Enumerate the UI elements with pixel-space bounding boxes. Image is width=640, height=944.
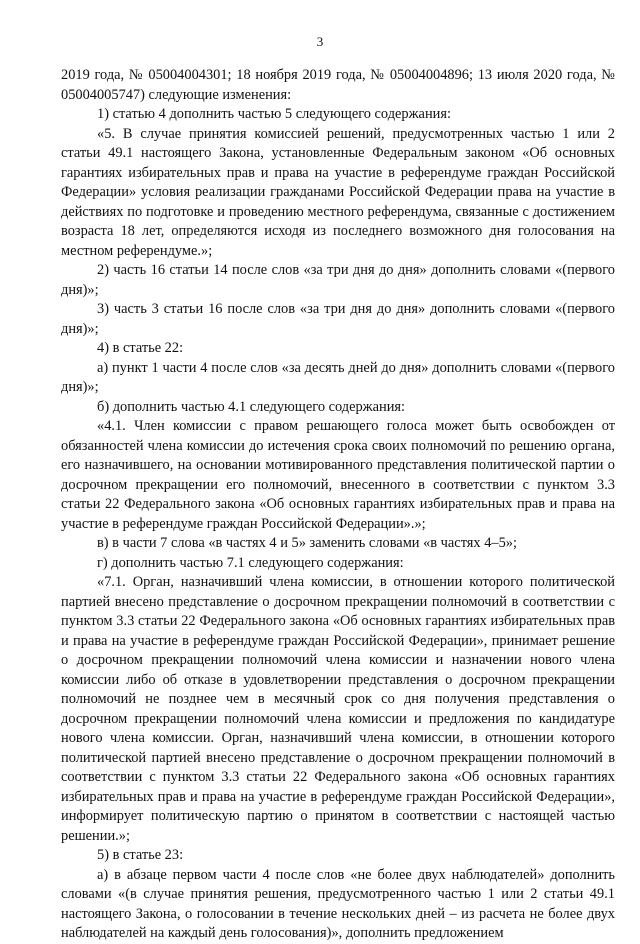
- paragraph-continuation: 2019 года, № 05004004301; 18 ноября 2019 года, № 05004004896; 13 июля 2020 года, № 05004005747) следующие изменения:: [61, 67, 615, 103]
- paragraph-quote-part-4-1: «4.1. Член комиссии с правом решающего голоса может быть освобожден от обязанностей члена комиссии до истечения срока своих полномочий по решению органа, его назначившего, на основании мотивированного представления политической партии о досрочном прекращении его полномочий, внесенного в соответствии с пунктом 3.3 статьи 22 Федерального закона «Об основных гарантиях избирательных прав и права на участие в референдуме граждан Российской Федерации».»;: [61, 418, 615, 532]
- paragraph-subitem-v: в) в части 7 слова «в частях 4 и 5» заменить словами «в частях 4–5»;: [97, 535, 517, 551]
- paragraph-item-2: 2) часть 16 статьи 14 после слов «за три дня до дня» дополнить словами «(первого дня)»;: [61, 262, 615, 298]
- page-number: 3: [316, 34, 324, 49]
- paragraph-item-3: 3) часть 3 статьи 16 после слов «за три дня до дня» дополнить словами «(первого дня)»;: [61, 301, 615, 337]
- paragraph-quote-part-7-1: «7.1. Орган, назначивший члена комиссии, в отношении которого политической партией внесено представление о досрочном прекращении полномочий в соответствии с пунктом 3.3 статьи 22 Федерального закона «Об основных гарантиях избирательных прав и права на участие в референдуме граждан Российской Федерации», принимает решение о досрочном прекращении полномочий члена комиссии и назначении нового члена комиссии либо об отказе в удовлетворении представления о досрочном прекращении полномочий не позднее чем в месячный срок со дня получения представления о досрочном прекращении полномочий члена комиссии и предложения по кандидатуре нового члена комиссии. Орган, назначивший члена комиссии, в отношении которого политической партией внесено представление о досрочном прекращении полномочий в соответствии с пунктом 3.3 статьи 22 Федерального закона «Об основных гарантиях избирательных прав и права на участие в референдуме граждан Российской Федерации», информирует политическую партию о принятом в соответствии с настоящей частью решении.»;: [61, 574, 615, 844]
- paragraph-subitem-g: г) дополнить частью 7.1 следующего содержания:: [97, 554, 404, 571]
- document-body: [61, 66, 615, 944]
- paragraph-quote-part-5: «5. В случае принятия комиссией решений, предусмотренных частью 1 или 2 статьи 49.1 настоящего Закона, установленные Федеральным законом «Об основных гарантиях избирательных прав и права на участие в референдуме граждан Российской Федерации» условия реализации гражданами Российской Федерации права на участие в действиях по подготовке и проведению местного референдума, связанные с достижением возраста 18 лет, определяются исходя из последнего возможного дня голосования на местном референдуме.»;: [61, 125, 615, 259]
- paragraph-item-5: 5) в статье 23:: [97, 847, 184, 863]
- paragraph-item-4: 4) в статье 22:: [97, 340, 184, 356]
- paragraph-item-1: 1) статью 4 дополнить частью 5 следующего содержания:: [97, 106, 451, 122]
- paragraph-subitem-a-article-23: а) в абзаце первом части 4 после слов «не более двух наблюдателей» дополнить словами «(в случае принятия решения, предусмотренного частью 1 или 2 статьи 49.1 настоящего Закона, о голосовании в течение нескольких дней – из расчета не более двух наблюдателей на каждый день голосования)», дополнить предложением: [61, 866, 615, 941]
- paragraph-subitem-b: б) дополнить частью 4.1 следующего содержания:: [97, 398, 406, 415]
- paragraph-subitem-a: а) пункт 1 части 4 после слов «за десять дней до дня» дополнить словами «(первого дня)»;: [61, 359, 615, 395]
